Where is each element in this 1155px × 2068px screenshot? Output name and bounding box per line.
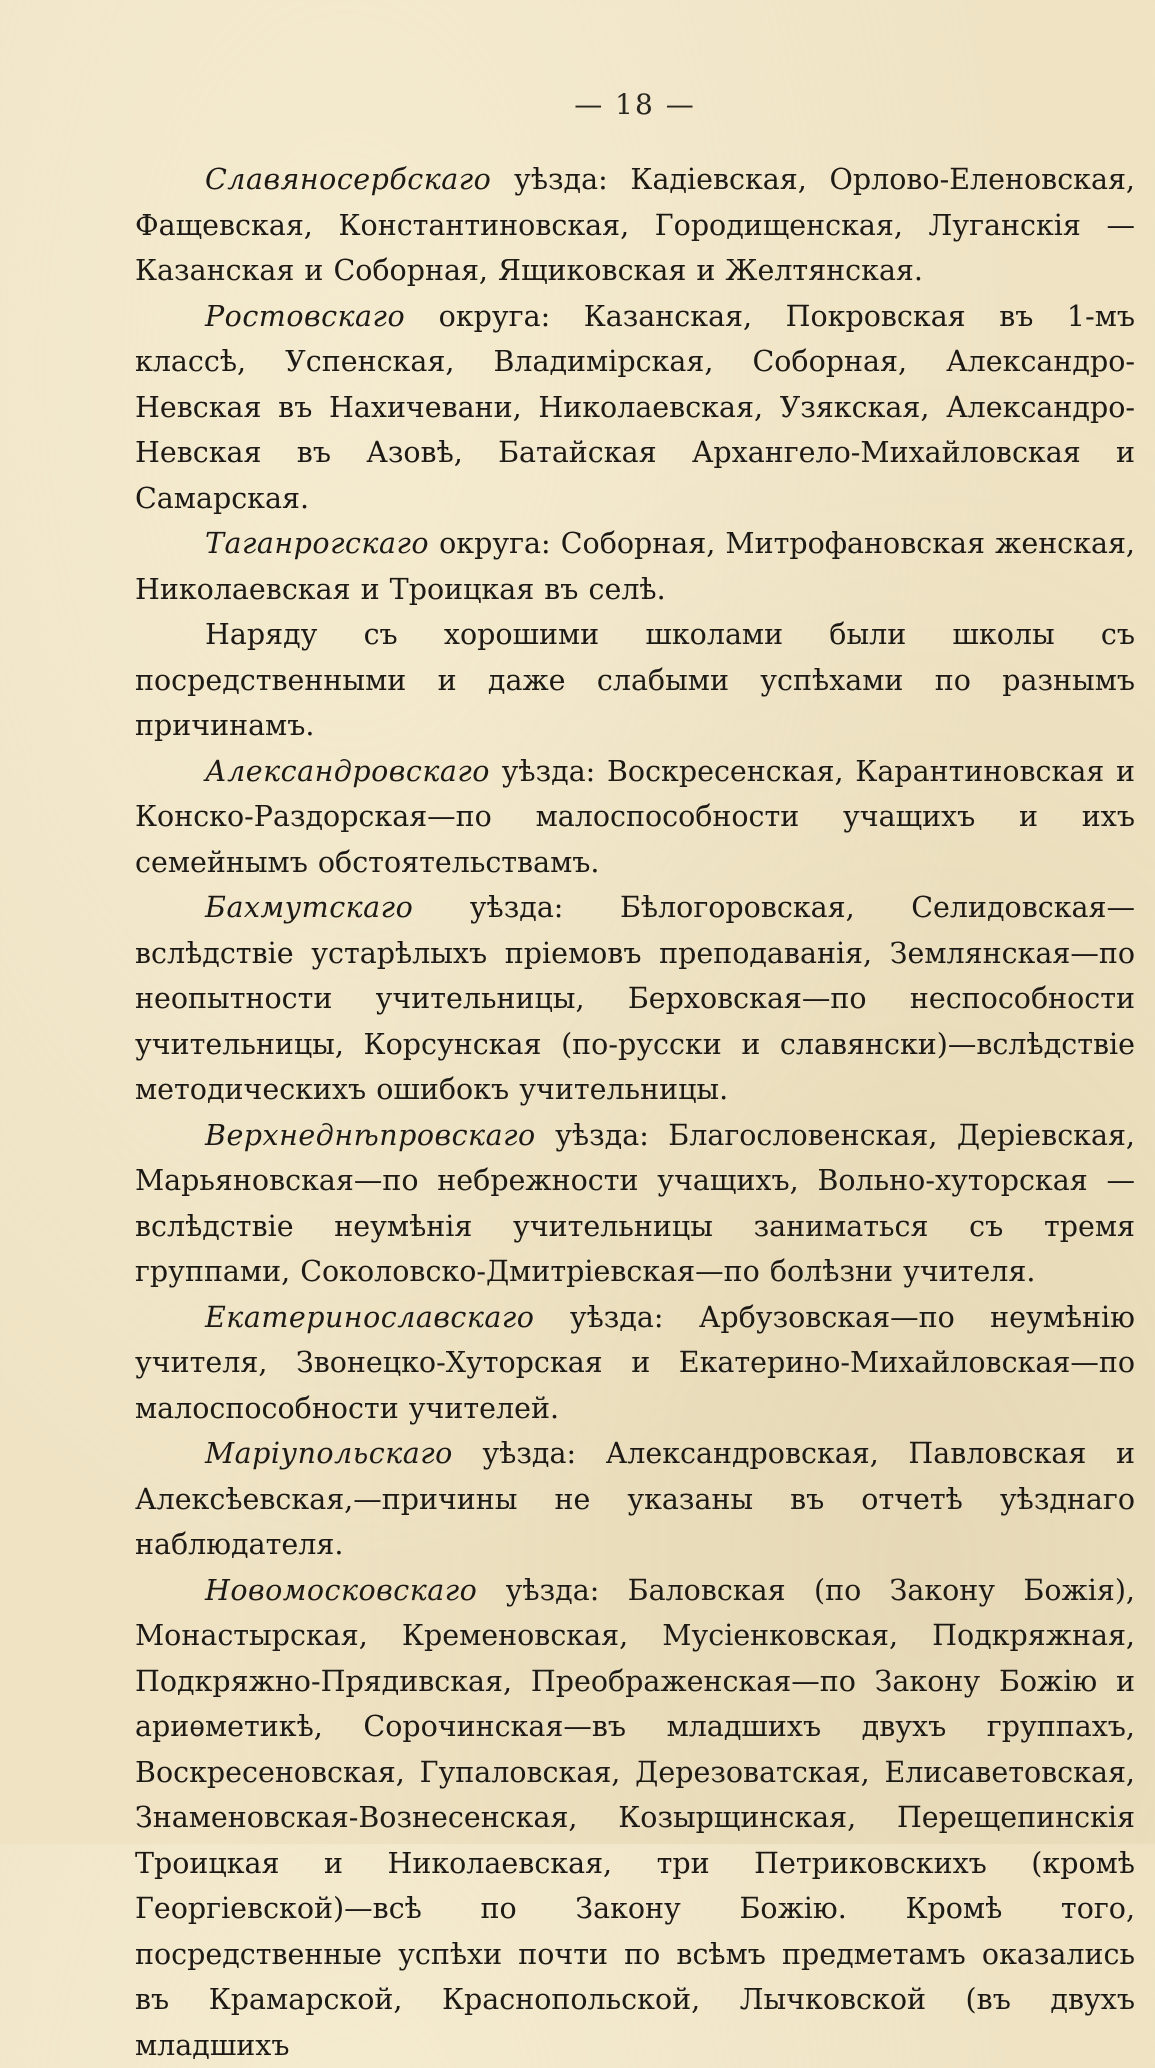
paragraph-slavyanoserbsk [135,157,1135,294]
paragraph-taganrog [135,521,1135,612]
paragraph-text: уѣзда: Кадіевская, Орлово-Еленовская, Фащевская, Константиновская, Городищенская, Луганскія —Казанская и Соборная, Ящиковская и Желтянская. [135,163,1135,287]
paragraph-lead: Екатеринославскаго [205,1301,534,1334]
paragraph-lead: Ростовскаго [205,300,405,333]
paragraph-text: округа: Казанская, Покровская въ 1-мъ классѣ, Успенская, Владимірская, Соборная, Александро-Невская въ Нахичевани, Николаевская, Узякская, Александро-Невская въ Азовѣ, Батайская Архангело-Михайловская и Самарская. [135,300,1135,515]
paragraph-bakhmut [135,885,1135,1113]
paragraph-text: уѣзда: Александровская, Павловская и Алексѣевская,—причины не указаны въ отчетѣ уѣзднаго наблюдателя. [135,1437,1135,1561]
paragraph-ekaterinoslav [135,1295,1135,1432]
paragraph-verkhnedneprovsk [135,1113,1135,1295]
paragraph-aleksandrovsk [135,749,1135,886]
paragraph-text: уѣзда: Арбузовская—по неумѣнію учителя, Звонецко-Хуторская и Екатерино-Михайловская—по малоспособности учителей. [135,1301,1135,1425]
paragraph-novomoskovsk [135,1568,1135,2068]
paragraph-lead: Маріупольскаго [205,1437,453,1470]
paragraph-text: уѣзда: Благословенская, Деріевская, Марьяновская—по небрежности учащихъ, Вольно-хуторская — вслѣдствіе неумѣнія учительницы заниматься съ тремя группами, Соколовско-Дмитріевская—по болѣзни учителя. [135,1119,1135,1289]
paragraph-text: округа: Соборная, Митрофановская женская, Николаевская и Троицкая въ селѣ. [135,527,1135,606]
paragraph-text: уѣзда: Бѣлогоровская, Селидовская—вслѣдствіе устарѣлыхъ пріемовъ преподаванія, Землянская—по неопытности учительницы, Берховская—по неспособности учительницы, Корсунская (по-русски и славянски)—вслѣдствіе методическихъ ошибокъ учительницы. [135,891,1135,1106]
paragraph-lead: Новомосковскаго [205,1574,477,1607]
paragraph-lead: Александровскаго [205,755,490,788]
page-number: — 18 — [135,88,1135,121]
paragraph-rostov [135,294,1135,522]
paragraph-text: уѣзда: Баловская (по Закону Божія), Монастырская, Кременовская, Мусіенковская, Подкряжная, Подкряжно-Прядивская, Преображенская—по Закону Божію и ариѳметикѣ, Сорочинская—въ младшихъ двухъ группахъ, Воскресеновская, Гупаловская, Дерезоватская, Елисаветовская, Знаменовская-Вознесенская, Козырщинская, Перещепинскія Троицкая и Николаевская, три Петриковскихъ (кромѣ Георгіевской)—всѣ по Закону Божію. Кромѣ того, посредственные успѣхи почти по всѣмъ предметамъ оказались въ Крамарской, Краснопольской, Лычковской (въ двухъ младшихъ [135,1574,1135,2062]
paragraph-text: Наряду съ хорошими школами были школы съ посредственными и даже слабыми успѣхами по разнымъ причинамъ. [135,618,1135,742]
paragraph-intro-weak-schools [135,612,1135,749]
paragraph-lead: Таганрогскаго [205,527,429,560]
paragraph-mariupol [135,1431,1135,1568]
paragraph-text: уѣзда: Воскресенская, Карантиновская и Конско-Раздорская—по малоспособности учащихъ и ихъ семейнымъ обстоятельствамъ. [135,755,1135,879]
paragraph-lead: Верхнеднѣпровскаго [205,1119,536,1152]
paragraph-lead: Бахмутскаго [205,891,413,924]
document-page [135,88,1135,2068]
paragraph-lead: Славяносербскаго [205,163,491,196]
